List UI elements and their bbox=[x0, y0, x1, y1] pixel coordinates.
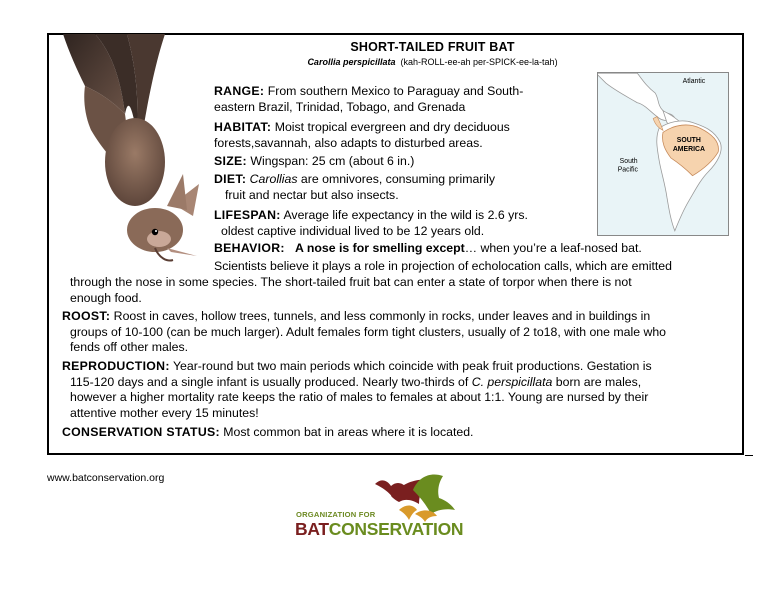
roost-line1: Roost in caves, hollow trees, tunnels, and less commonly in rocks, under leaves and in buildings in bbox=[110, 309, 651, 323]
reproduction-line2-rest: born are males, bbox=[552, 374, 642, 389]
habitat-section bbox=[214, 120, 510, 151]
size-section bbox=[214, 154, 414, 170]
behavior-line3: through the nose in some species. The short-tailed fruit bat can enter a state of torpor when there is not bbox=[70, 275, 632, 289]
diet-italic: Carollias bbox=[249, 172, 298, 186]
reproduction-section bbox=[62, 359, 652, 422]
logo-text-bat: BAT bbox=[295, 519, 329, 539]
map-label-america: AMERICA bbox=[672, 146, 705, 154]
diet-line1: are omnivores, consuming primarily bbox=[297, 172, 496, 186]
reproduction-line4: attentive mother every 15 minutes! bbox=[70, 406, 259, 421]
bat-photo bbox=[55, 34, 207, 266]
map-label-south: SOUTH bbox=[676, 137, 701, 145]
range-heading: RANGE: bbox=[214, 84, 265, 98]
behavior-line1-rest: … when you’re a leaf-nosed bat. bbox=[464, 241, 642, 255]
lifespan-heading: LIFESPAN: bbox=[214, 208, 281, 222]
card-title: SHORT-TAILED FRUIT BAT bbox=[350, 40, 515, 54]
diet-heading: DIET: bbox=[214, 172, 247, 186]
conservation-section bbox=[62, 425, 473, 441]
reproduction-line2: 115-120 days and a single infant is usually produced. Nearly two-thirds of bbox=[70, 374, 472, 389]
pronunciation: (kah-ROLL-ee-ah per-SPICK-ee-la-tah) bbox=[400, 57, 558, 67]
map-label-south-pacific-2: Pacific bbox=[617, 166, 638, 174]
reproduction-line3: however a higher mortality rate keeps the ratio of males to females at about 1:1. Young are nursed by their bbox=[70, 390, 649, 405]
scientific-name-line bbox=[214, 57, 651, 67]
reproduction-line2-italic: C. perspicillata bbox=[471, 374, 553, 389]
logo-text-conservation: CONSERVATION bbox=[328, 519, 464, 539]
range-map bbox=[597, 72, 729, 236]
diet-line2: fruit and nectar but also insects. bbox=[225, 187, 399, 202]
range-line2: eastern Brazil, Trinidad, Tobago, and Grenada bbox=[214, 99, 466, 114]
footer-url[interactable]: www.batconservation.org bbox=[47, 472, 165, 484]
behavior-lead: A nose is for smelling except bbox=[295, 241, 465, 255]
behavior-line4: enough food. bbox=[70, 291, 142, 305]
range-line1: From southern Mexico to Paraguay and South- bbox=[264, 84, 524, 98]
roost-line3: fends off other males. bbox=[70, 340, 189, 355]
lifespan-line2: oldest captive individual lived to be 12 years old. bbox=[221, 223, 485, 238]
logo-text-small: ORGANIZATION FOR bbox=[296, 510, 376, 519]
roost-heading: ROOST: bbox=[62, 309, 111, 323]
scientific-name: Carollia perspicillata bbox=[307, 57, 396, 67]
habitat-heading: HABITAT: bbox=[214, 120, 272, 134]
conservation-text: Most common bat in areas where it is located. bbox=[219, 425, 474, 439]
habitat-line1: Moist tropical evergreen and dry deciduous bbox=[271, 120, 510, 134]
habitat-line2: forests,savannah, also adapts to disturbed areas. bbox=[214, 135, 483, 150]
divider bbox=[745, 455, 753, 456]
behavior-line2: Scientists believe it plays a role in projection of echolocation calls, which are emitted bbox=[214, 259, 672, 273]
map-label-atlantic: Atlantic bbox=[682, 78, 706, 86]
size-text: Wingspan: 25 cm (about 6 in.) bbox=[246, 154, 415, 168]
map-label-south-pacific-1: South bbox=[619, 157, 638, 165]
roost-section bbox=[62, 309, 666, 356]
reproduction-line1: Year-round but two main periods which coincide with peak fruit productions. Gestation is bbox=[169, 359, 652, 373]
lifespan-line1: Average life expectancy in the wild is 2.6 yrs. bbox=[280, 208, 528, 222]
reproduction-heading: REPRODUCTION: bbox=[62, 359, 170, 373]
lifespan-section bbox=[214, 208, 528, 239]
roost-line2: groups of 10-100 (can be much larger). Adult females form tight clusters, usually of 2 to18, with one male who bbox=[70, 324, 667, 339]
logo-text-big bbox=[295, 519, 463, 540]
behavior-heading-line bbox=[214, 241, 642, 257]
diet-section bbox=[214, 172, 495, 203]
conservation-heading: CONSERVATION STATUS: bbox=[62, 425, 220, 439]
size-heading: SIZE: bbox=[214, 154, 247, 168]
behavior-heading: BEHAVIOR: bbox=[214, 241, 285, 255]
range-section bbox=[214, 84, 523, 115]
